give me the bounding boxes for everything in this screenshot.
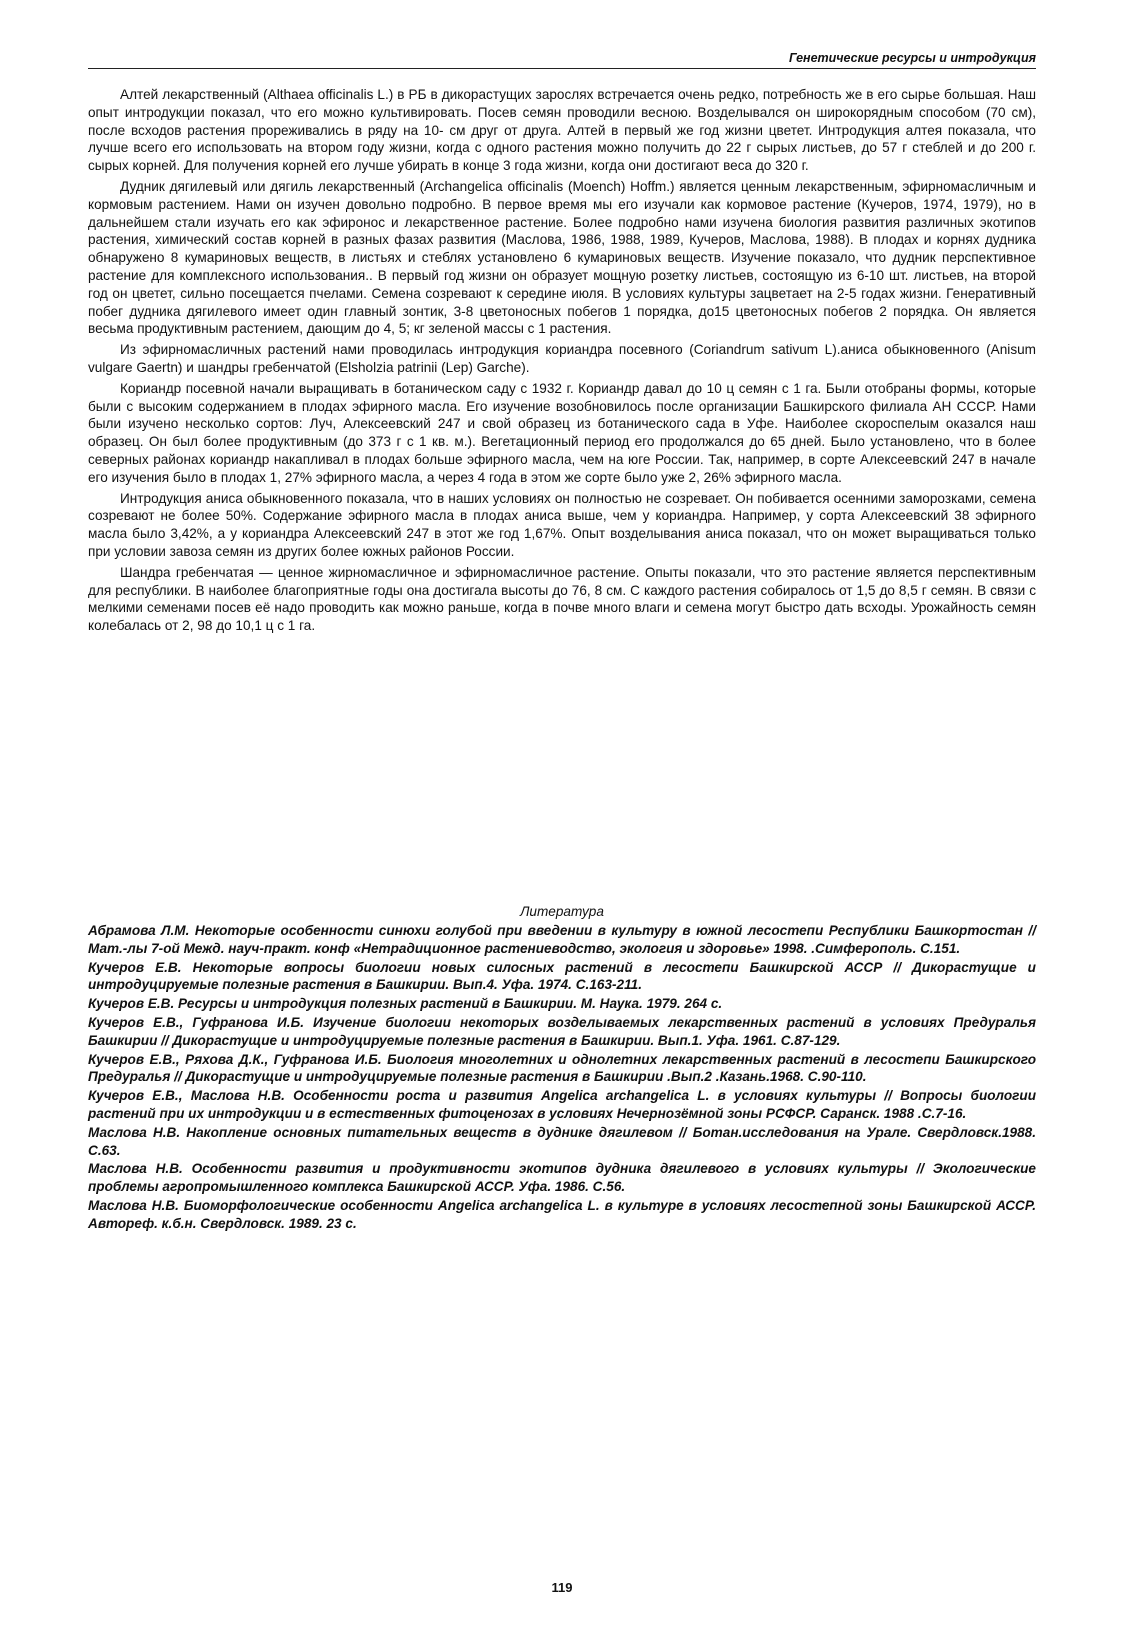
reference-item: Маслова Н.В. Биоморфологические особенности Angelica archangelica L. в культуре в условиях лесостепной зоны Башкирской АССР. Автореф. к.б.н. Свердловск. 1989. 23 с. bbox=[88, 1197, 1036, 1231]
reference-item: Маслова Н.В. Накопление основных питательных веществ в дуднике дягилевом // Ботан.исследования на Урале. Свердловск.1988. С.63. bbox=[88, 1124, 1036, 1158]
running-header: Генетические ресурсы и интродукция bbox=[789, 51, 1036, 65]
references-title: Литература bbox=[520, 904, 604, 919]
header-divider bbox=[88, 68, 1036, 69]
references-list bbox=[88, 922, 1036, 1234]
paragraph-archangelica: Дудник дягилевый или дягиль лекарственный (Archangelica officinalis (Moench) Hoffm.) является ценным лекарственным, эфирномасличным и кормовым растением. Нами он изучен довольно подробно. В первое время мы его изучали как кормовое растение (Кучеров, 1974, 1979), но в дальнейшем стали изучать его как эфиронос и лекарственное растение. Более подробно нами изучена биология развития различных экотипов растения, химический состав корней в разных фазах развития (Маслова, 1986, 1988, 1989, Кучеров, Маслова, 1988). В плодах и корнях дудника обнаружено 8 кумариновых веществ, в листьях и стеблях установлено 6 кумариновых веществ. Изучение показало, что дудник перспективное растение для комплексного использования.. В первый год жизни он образует мощную розетку листьев, состоящую из 6-10 шт. листьев, на второй год он цветет, сильно посещается пчелами. Семена созревают к середине июля. В условиях культуры зацветает на 2-5 годах жизни. Генеративный побег дудника дягилевого имеет один главный зонтик, 3-8 цветоносных побегов 1 порядка, до15 цветоносных побегов 2 порядка. Он является весьма продуктивным растением, дающим до 4, 5; кг зеленой массы с 1 растения. bbox=[88, 178, 1036, 337]
article-body bbox=[88, 86, 1036, 638]
reference-item: Маслова Н.В. Особенности развития и продуктивности экотипов дудника дягилевого в условиях культуры // Экологические проблемы агропромышленного комплекса Башкирской АССР. Уфа. 1986. С.56. bbox=[88, 1161, 1036, 1195]
reference-item: Кучеров Е.В. Ресурсы и интродукция полезных растений в Башкирии. М. Наука. 1979. 264 с. bbox=[88, 996, 723, 1012]
reference-item: Кучеров Е.В., Гуфранова И.Б. Изучение биологии некоторых возделываемых лекарственных растений в условиях Предуралья Башкирии // Дикорастущие и интродуцируемые полезные растения в Башкирии. Вып.1. Уфа. 1961. С.87-129. bbox=[88, 1014, 1036, 1048]
paragraph-essential-oil-plants: Из эфирномасличных растений нами проводилась интродукция кориандра посевного (Coriandrum sativum L).аниса обыкновенного (Anisum vulgare Gaertn) и шандры гребенчатой (Elsholzia patrinii (Lep) Garche). bbox=[88, 342, 1036, 375]
paragraph-althaea: Алтей лекарственный (Althaea officinalis L.) в РБ в дикорастущих зарослях встречается очень редко, потребность же в его сырье большая. Наш опыт интродукции показал, что его можно культивировать. Посев семян проводили весною. Возделывался он широкорядным способом (70 см), после всходов растения прореживались в ряду на 10- см друг от друга. Алтей в первый же год жизни цветет. Интродукция алтея показала, что лучше всего его использовать на втором году жизни, когда с одного растения можно получить до 22 г сырых листьев, до 57 г стеблей и до 200 г. сырых корней. Для получения корней его лучше убирать в конце 3 года жизни, когда они достигают веса до 320 г. bbox=[88, 87, 1036, 174]
paragraph-elsholzia: Шандра гребенчатая — ценное жирномасличное и эфирномасличное растение. Опыты показали, что это растение является перспективным для республики. В наиболее благоприятные годы она достигала высоты до 76, 8 см. С каждого растения собиралось от 1,5 до 8,5 г семян. В связи с мелкими семенами посев её надо проводить как можно раньше, когда в почве много влаги и семена могут быстро дать всходы. Урожайность семян колебалась от 2, 98 до 10,1 ц с 1 га. bbox=[88, 564, 1036, 634]
paragraph-coriander: Кориандр посевной начали выращивать в ботаническом саду с 1932 г. Кориандр давал до 10 ц семян с 1 га. Были отобраны формы, которые были с высоким содержанием в плодах эфирного масла. Его изучение возобновилось после организации Башкирского филиала АН СССР. Нами были изучено несколько сортов: Луч, Алексеевский 247 и свой образец из ботанического сада в Уфе. Наиболее скороспелым оказался наш образец. Он был более продуктивным (до 373 г с 1 кв. м.). Вегетационный период его продолжался до 65 дней. Было установлено, что в более северных районах кориандр накапливал в плодах больше эфирного масла, чем на юге России. Так, например, в сорте Алексеевский 247 в начале его изучения было в плодах 1, 27% эфирного масла, а через 4 года в этом же сорте было уже 2, 26% эфирного масла. bbox=[88, 380, 1036, 485]
reference-item: Абрамова Л.М. Некоторые особенности синюхи голубой при введении в культуру в южной лесостепи Республики Башкортостан // Мат.-лы 7-ой Межд. науч-практ. конф «Нетрадиционное растениеводство, экология и здоровье» 1998. .Симферополь. С.151. bbox=[88, 923, 1036, 956]
reference-item: Кучеров Е.В., Маслова Н.В. Особенности роста и развития Angelica archangelica L. в условиях культуры // Вопросы биологии растений при их интродукции и в естественных фитоценозах в условиях Нечернозёмной зоны РСФСР. Саранск. 1988 .С.7-16. bbox=[88, 1088, 1036, 1121]
reference-item: Кучеров Е.В. Некоторые вопросы биологии новых силосных растений в лесостепи Башкирской АССР // Дикорастущие и интродуцируемые полезные растения в Башкирии. Вып.4. Уфа. 1974. С.163-211. bbox=[88, 959, 1036, 993]
paragraph-anise: Интродукция аниса обыкновенного показала, что в наших условиях он полностью не созревает. Он побивается осенними заморозками, семена созревают не более 50%. Содержание эфирного масла в плодах аниса выше, чем у кориандра. Например, у сорта Алексеевский 38 эфирного масла было 3,42%, а у кориандра Алексеевский 247 в этот же год 1,67%. Опыт возделывания аниса показал, что он может выращиваться только при условии завоза семян из других более южных районов России. bbox=[88, 490, 1036, 559]
page-number: 119 bbox=[551, 1580, 573, 1595]
reference-item: Кучеров Е.В., Ряхова Д.К., Гуфранова И.Б. Биология многолетних и однолетних лекарственных растений в лесостепи Башкирского Предуралья // Дикорастущие и интродуцируемые полезные растения в Башкирии .Вып.2 .Казань.1968. С.90-110. bbox=[88, 1051, 1036, 1085]
